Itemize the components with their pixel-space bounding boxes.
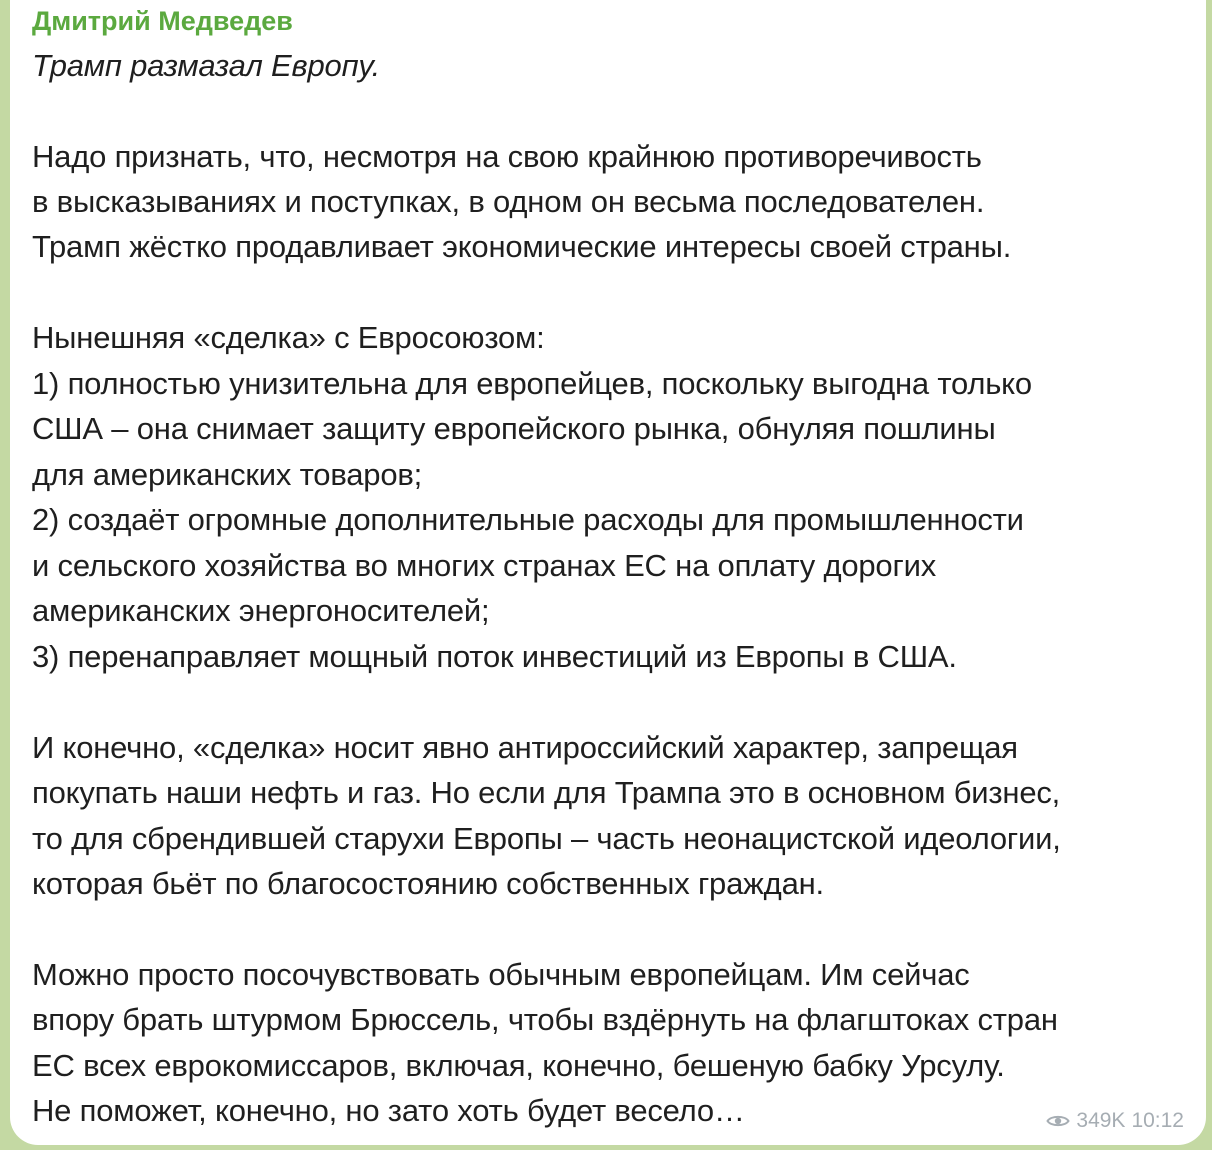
message-line: которая бьёт по благосостоянию собственных граждан. [32,866,824,901]
message-line: Можно просто посочувствовать обычным европейцам. Им сейчас [32,957,970,992]
message-line: ЕС всех еврокомиссаров, включая, конечно, бешеную бабку Урсулу. [32,1048,1005,1083]
message-line: впору брать штурмом Брюссель, чтобы вздёрнуть на флагштоках стран [32,1002,1058,1037]
message-line: США – она снимает защиту европейского рынка, обнуляя пошлины [32,411,996,446]
message-time: 10:12 [1131,1109,1184,1132]
message-line: Надо признать, что, несмотря на свою крайнюю противоречивость [32,139,982,174]
eye-icon [1046,1113,1070,1129]
message-line: Не поможет, конечно, но зато хоть будет весело… [32,1093,745,1128]
message-meta [1046,1109,1184,1133]
message-line: 3) перенаправляет мощный поток инвестиций из Европы в США. [32,639,957,674]
message-line: 2) создаёт огромные дополнительные расходы для промышленности [32,502,1024,537]
message-line: Трамп жёстко продавливает экономические интересы своей страны. [32,229,1012,264]
message-line: то для сбрендившей старухи Европы – часть неонацистской идеологии, [32,821,1061,856]
message-line: Нынешняя «сделка» с Евросоюзом: [32,320,545,355]
author-name[interactable]: Дмитрий Медведев [32,6,293,36]
view-count: 349K [1076,1109,1126,1132]
message-line: для американских товаров; [32,457,423,492]
message-line: в высказываниях и поступках, в одном он весьма последователен. [32,184,985,219]
message-line: И конечно, «сделка» носит явно антироссийский характер, запрещая [32,730,1018,765]
message-line: покупать наши нефть и газ. Но если для Трампа это в основном бизнес, [32,775,1061,810]
message-line: и сельского хозяйства во многих странах ЕС на оплату дорогих [32,548,936,583]
message-line: 1) полностью унизительна для европейцев, поскольку выгодна только [32,366,1032,401]
message-title: Трамп размазал Европу. [32,48,381,83]
message-line: американских энергоносителей; [32,593,490,628]
message-bubble [10,0,1206,1145]
